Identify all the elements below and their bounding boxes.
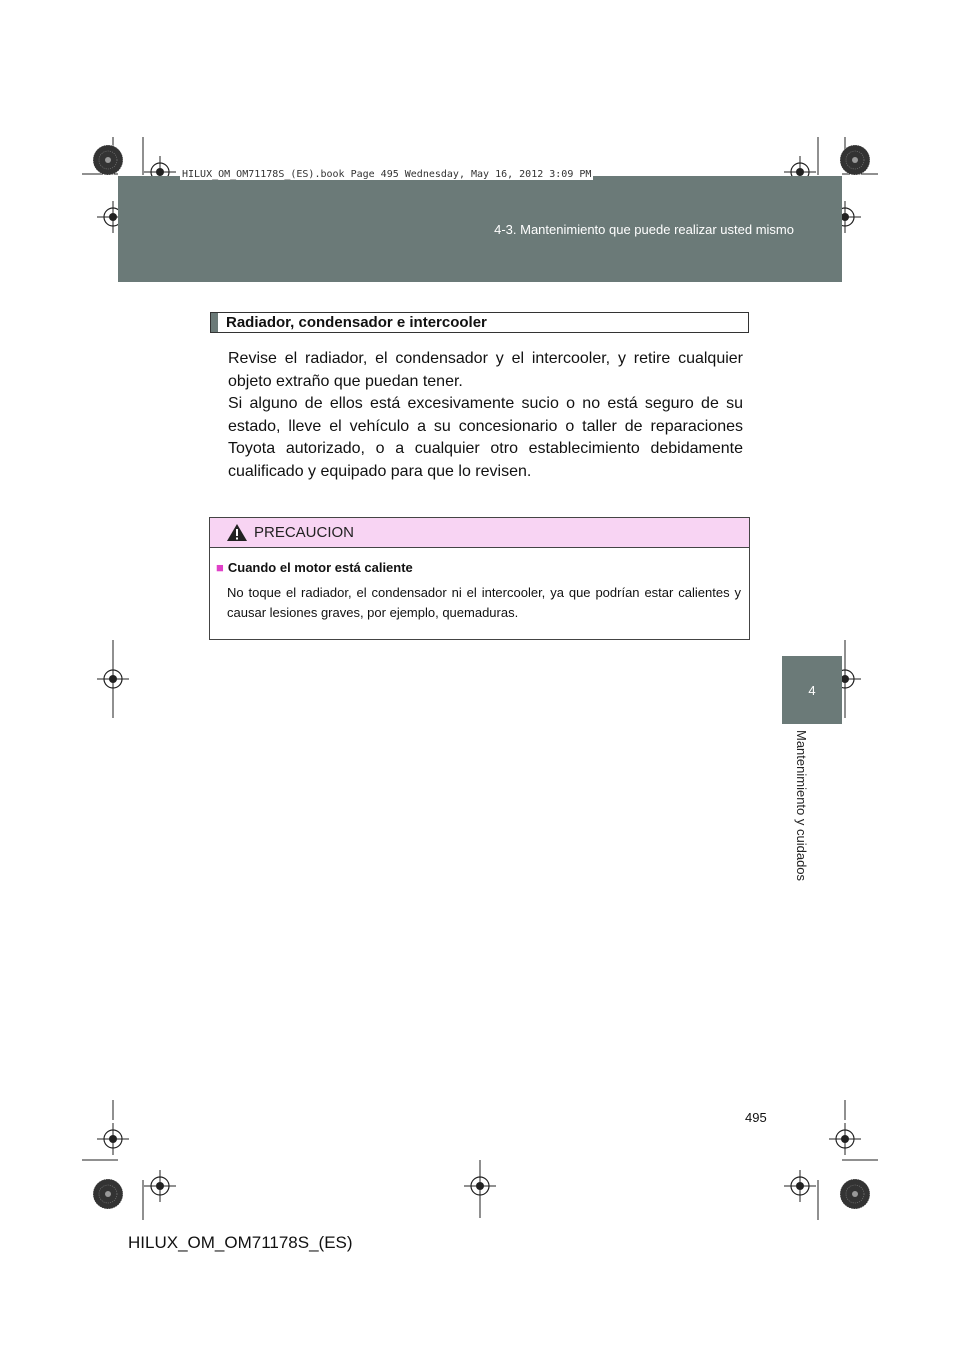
body-paragraph: Si alguno de ellos está excesivamente sucio o no está seguro de su estado, lleve el vehículo a su concesionario o taller de reparaciones Toyota autorizado, o a cualquier otro establecimiento debidamente cualificado y equipado para que lo revisen.	[228, 395, 743, 480]
caution-title: PRECAUCION	[254, 524, 355, 541]
subheading-bar	[211, 313, 218, 332]
section-subheading	[210, 312, 749, 333]
caution-subtitle	[216, 560, 741, 575]
caution-body	[210, 548, 749, 623]
chapter-number: 4	[808, 682, 816, 698]
footer-code: HILUX_OM_OM71178S_(ES)	[128, 1233, 353, 1252]
body-text	[228, 348, 743, 483]
chapter-tab	[782, 656, 842, 724]
square-bullet-icon: ■	[216, 560, 224, 575]
page-number: 495	[745, 1110, 767, 1125]
caution-header	[210, 518, 749, 548]
section-label: 4-3. Mantenimiento que puede realizar usted mismo	[494, 222, 794, 237]
caution-text: No toque el radiador, el condensador ni el intercooler, ya que podrían estar calientes y causar lesiones graves, por ejemplo, quemaduras.	[227, 585, 741, 620]
body-paragraph: Revise el radiador, el condensador y el intercooler, y retire cualquier objeto extraño que puedan tener.	[228, 350, 743, 390]
caution-subtitle-text: Cuando el motor está caliente	[227, 560, 413, 575]
chapter-title: Mantenimiento y cuidados	[794, 730, 809, 882]
subheading-text: Radiador, condensador e intercooler	[226, 314, 487, 331]
caution-box	[209, 517, 750, 640]
warning-icon	[226, 523, 248, 542]
print-info: HILUX_OM_OM71178S_(ES).book Page 495 Wednesday, May 16, 2012 3:09 PM	[182, 169, 592, 180]
